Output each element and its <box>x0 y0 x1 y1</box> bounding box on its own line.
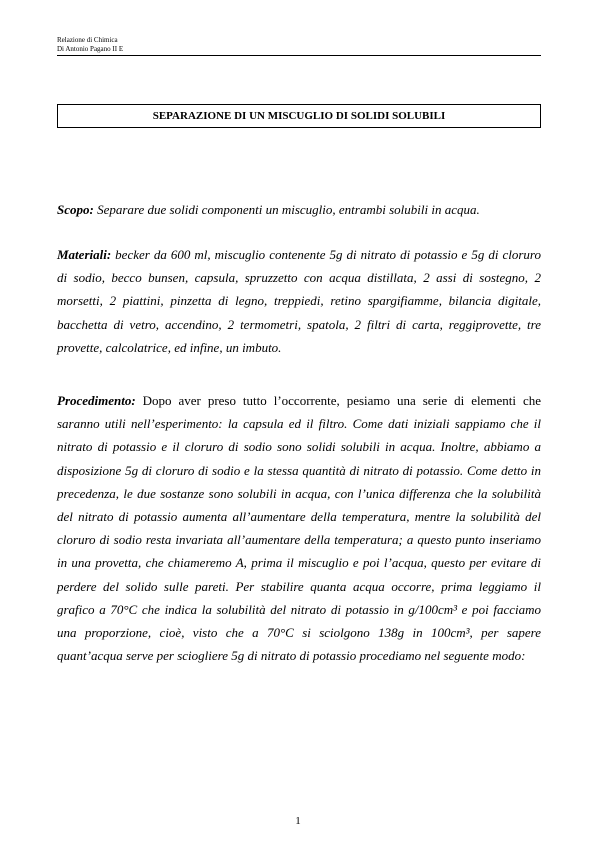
header-line-1: Relazione di Chimica <box>57 36 118 44</box>
procedimento-paragraph <box>57 389 541 667</box>
scopo-paragraph <box>57 198 541 221</box>
scopo-text: Separare due solidi componenti un miscuglio, entrambi solubili in acqua. <box>93 202 480 217</box>
page-number: 1 <box>295 815 301 827</box>
materiali-label: Materiali: <box>57 247 112 262</box>
materiali-paragraph <box>57 243 541 359</box>
document-title <box>57 104 541 128</box>
scopo-label: Scopo: <box>57 202 94 217</box>
header-line-2: Di Antonio Pagano II E <box>57 44 124 53</box>
materiali-text: becker da 600 ml, miscuglio contenente 5g di nitrato di potassio e 5g di cloruro di sodio, becco bunsen, capsula, spruzzetto con acqua distillata, 2 assi di sostegno, 2 morsetti, 2 piattini, pinzetta di legno, treppiedi, retino spargifiamme, bilancia digitale, bacchetta di vetro, accendino, 2 termometri, spatola, 2 filtri di carta, reggiprovette, tre provette, calcolatrice, ed infine, un imbuto. <box>57 247 541 355</box>
header-divider <box>57 55 541 56</box>
procedimento-label: Procedimento: <box>57 393 136 408</box>
page-header <box>57 36 541 53</box>
procedimento-text: saranno utili nell’esperimento: la capsula ed il filtro. Come dati iniziali sappiamo che il nitrato di potassio e il cloruro di sodio sono solidi solubili in acqua. Inoltre, abbiamo a disposizione 5g di cloruro di sodio e la stessa quantità di nitrato di potassio. Come detto in precedenza, le due sostanze sono solubili in acqua, con l’unica differenza che la solubilità del nitrato di potassio aumenta all’aumentare della temperatura, mentre la solubilità del cloruro di sodio resta invariata all’aumentare della temperatura; a questo punto inseriamo in una provetta, che chiameremo A, prima il miscuglio e poi l’acqua, questo per evitare di perdere del solido sulle pareti. Per stabilire quanta acqua occorre, prima leggiamo il grafico a 70°C che indica la solubilità del nitrato di potassio in g/100cm³ e poi facciamo una proporzione, cioè, visto che a 70°C si sciolgono 138g in 100cm³, per sapere quant’acqua serve per sciogliere 5g di nitrato di potassio procediamo nel seguente modo: <box>57 416 541 664</box>
procedimento-intro: Dopo aver preso tutto l’occorrente, pesiamo una serie di elementi che <box>135 393 541 408</box>
title-text: SEPARAZIONE DI UN MISCUGLIO DI SOLIDI SOLUBILI <box>152 110 446 122</box>
